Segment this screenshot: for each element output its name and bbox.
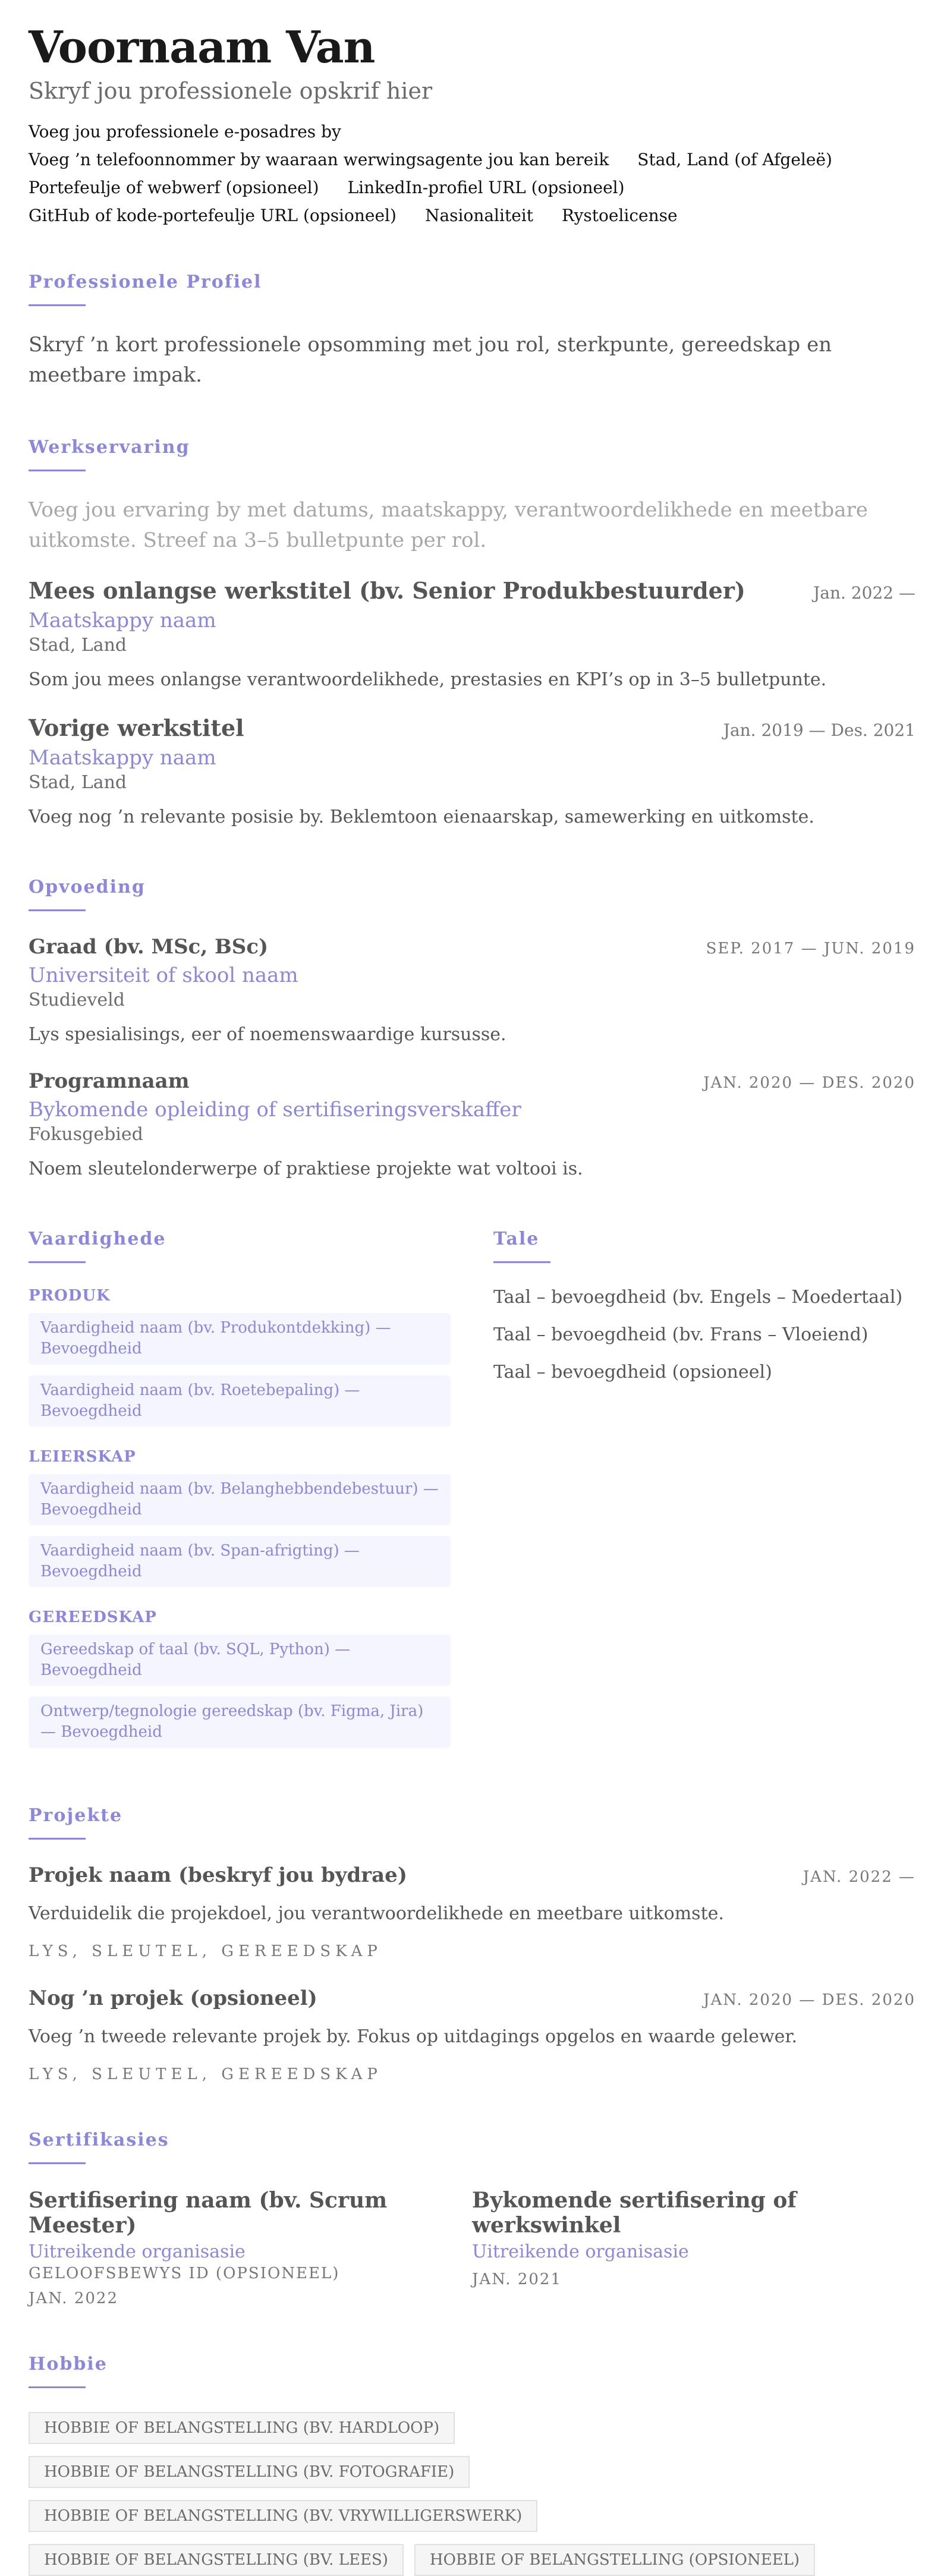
- experience-section: [29, 437, 915, 830]
- contact-email[interactable]: Voeg jou professionele e-posadres by: [29, 122, 341, 142]
- section-title: Tale: [493, 1229, 540, 1250]
- contact-github[interactable]: GitHub of kode-portefeulje URL (opsioneel): [29, 206, 397, 226]
- projects-section: [29, 1805, 915, 2083]
- hobby-tag: HOBBIE OF BELANGSTELLING (BV. HARDLOOP): [29, 2412, 455, 2444]
- hobby-tag: HOBBIE OF BELANGSTELLING (OPSIONEEL): [414, 2544, 815, 2576]
- experience-entry: [29, 577, 915, 693]
- school-name: Universiteit of skool naam: [29, 963, 298, 988]
- contact-linkedin[interactable]: LinkedIn-profiel URL (opsioneel): [347, 178, 625, 198]
- contact-phone[interactable]: Voeg ’n telefoonnommer by waaraan werwingsagente jou kan bereik: [29, 150, 609, 170]
- education-description: Noem sleutelonderwerpe of praktiese projekte wat voltooi is.: [29, 1158, 583, 1180]
- skill-chip: Vaardigheid naam (bv. Roetebepaling) — Bevoegdheid: [29, 1375, 451, 1426]
- hobby-tag: HOBBIE OF BELANGSTELLING (BV. VRYWILLIGERSWERK): [29, 2500, 537, 2532]
- full-name: Voornaam Van: [29, 22, 375, 73]
- certifications-section: [29, 2130, 915, 2307]
- education-entry: [29, 935, 915, 1048]
- field-of-study: Fokusgebied: [29, 1124, 143, 1145]
- education-dates: SEP. 2017 — JUN. 2019: [706, 940, 915, 958]
- hobbies-section: [29, 2354, 915, 2576]
- project-description: Verduidelik die projekdoel, jou verantwoordelikhede en meetbare uitkomste.: [29, 1903, 724, 1924]
- section-title: Opvoeding: [29, 877, 146, 898]
- job-description: Som jou mees onlangse verantwoordelikhede, prestasies en KPI’s op in 3–5 bulletpunte.: [29, 669, 827, 691]
- contact-drivers-license: Rystoelicense: [561, 206, 678, 226]
- project-name: Nog ’n projek (opsioneel): [29, 1986, 317, 2010]
- section-divider: [29, 2386, 86, 2388]
- languages-section: [493, 1229, 915, 1758]
- contact-portfolio[interactable]: Portefeulje of webwerf (opsioneel): [29, 178, 319, 198]
- job-location: Stad, Land: [29, 772, 127, 793]
- skill-chip: Gereedskap of taal (bv. SQL, Python) — Bevoegdheid: [29, 1635, 451, 1686]
- certification-entry: [472, 2188, 915, 2307]
- education-dates: JAN. 2020 — DES. 2020: [703, 1074, 915, 1092]
- experience-intro: Voeg jou ervaring by met datums, maatskappy, verantwoordelikhede en meetbare uitkomste. Streef na 3–5 bulletpunte per rol.: [29, 498, 868, 553]
- skill-category: PRODUK: [29, 1287, 111, 1305]
- resume-header: [29, 24, 915, 225]
- education-section: [29, 877, 915, 1182]
- profile-summary: Skryf ’n kort professionele opsomming met jou rol, sterkpunte, gereedskap en meetbare impak.: [29, 333, 832, 388]
- project-description: Voeg ’n tweede relevante projek by. Fokus op uitdagings opgelos en waarde gelewer.: [29, 2026, 797, 2047]
- skills-section: [29, 1229, 474, 1758]
- project-tags: LYS, SLEUTEL, GEREEDSKAP: [29, 2065, 382, 2083]
- section-title: Projekte: [29, 1805, 123, 1826]
- job-location: Stad, Land: [29, 635, 127, 656]
- certification-name: Sertifisering naam (bv. Scrum Meester): [29, 2187, 388, 2238]
- certifications-row: [29, 2188, 915, 2307]
- language-item: Taal – bevoegdheid (opsioneel): [493, 1362, 772, 1383]
- degree-title: Programnaam: [29, 1069, 190, 1094]
- experience-entry: [29, 714, 915, 830]
- company-name: Maatskappy naam: [29, 746, 216, 770]
- project-entry: [29, 1863, 915, 1960]
- certification-date: JAN. 2022: [29, 2289, 118, 2307]
- contact-nationality: Nasionaliteit: [424, 206, 533, 226]
- profile-section: [29, 272, 915, 391]
- hobby-tag: HOBBIE OF BELANGSTELLING (BV. LEES): [29, 2544, 404, 2576]
- skill-category: LEIERSKAP: [29, 1447, 136, 1466]
- hobby-tag: HOBBIE OF BELANGSTELLING (BV. FOTOGRAFIE): [29, 2456, 470, 2488]
- education-entry: [29, 1069, 915, 1182]
- degree-title: Graad (bv. MSc, BSc): [29, 935, 269, 959]
- project-dates: JAN. 2020 — DES. 2020: [703, 1991, 915, 2009]
- section-divider: [29, 2162, 86, 2164]
- job-dates: Jan. 2019 — Des. 2021: [723, 720, 915, 741]
- section-divider: [29, 909, 86, 911]
- section-divider: [29, 1261, 86, 1263]
- job-title: Vorige werkstitel: [29, 714, 244, 742]
- credential-id: GELOOFSBEWYS ID (OPSIONEEL): [29, 2264, 340, 2282]
- skills-languages-row: [29, 1229, 915, 1758]
- certification-entry: [29, 2188, 472, 2307]
- section-title: Vaardighede: [29, 1229, 166, 1250]
- section-title: Werkservaring: [29, 437, 190, 458]
- contact-location: Stad, Land (of Afgeleë): [637, 150, 832, 170]
- section-title: Sertifikasies: [29, 2129, 169, 2150]
- certification-issuer: Uitreikende organisasie: [472, 2241, 689, 2262]
- certification-date: JAN. 2021: [472, 2270, 562, 2288]
- language-item: Taal – bevoegdheid (bv. Engels – Moedertaal): [493, 1287, 903, 1308]
- project-name: Projek naam (beskryf jou bydrae): [29, 1863, 407, 1887]
- education-description: Lys spesialisings, eer of noemenswaardige kursusse.: [29, 1024, 506, 1045]
- contact-list: [29, 122, 915, 225]
- skill-chip: Vaardigheid naam (bv. Belanghebbendebestuur) — Bevoegdheid: [29, 1474, 451, 1525]
- field-of-study: Studieveld: [29, 990, 125, 1011]
- skill-category: GEREEDSKAP: [29, 1608, 157, 1627]
- certification-name: Bykomende sertifisering of werkswinkel: [472, 2187, 797, 2238]
- language-item: Taal – bevoegdheid (bv. Frans – Vloeiend): [493, 1324, 869, 1346]
- section-divider: [493, 1261, 550, 1263]
- job-title: Mees onlangse werkstitel (bv. Senior Produkbestuurder): [29, 577, 745, 604]
- job-dates: Jan. 2022 —: [813, 583, 915, 603]
- section-divider: [29, 304, 86, 306]
- section-title: Hobbie: [29, 2353, 108, 2375]
- section-divider: [29, 1838, 86, 1840]
- skill-chip: Vaardigheid naam (bv. Produkontdekking) — Bevoegdheid: [29, 1313, 451, 1364]
- section-divider: [29, 470, 86, 471]
- job-description: Voeg nog ’n relevante posisie by. Beklemtoon eienaarskap, samewerking en uitkomste.: [29, 807, 814, 828]
- hobby-list: [29, 2412, 861, 2576]
- company-name: Maatskappy naam: [29, 609, 216, 633]
- professional-headline: Skryf jou professionele opskrif hier: [29, 78, 433, 105]
- skill-chip: Vaardigheid naam (bv. Span-afrigting) — Bevoegdheid: [29, 1536, 451, 1587]
- certification-issuer: Uitreikende organisasie: [29, 2241, 246, 2262]
- section-title: Professionele Profiel: [29, 272, 262, 293]
- project-dates: JAN. 2022 —: [803, 1868, 915, 1886]
- school-name: Bykomende opleiding of sertifiseringsverskaffer: [29, 1098, 521, 1122]
- skill-chip: Ontwerp/tegnologie gereedskap (bv. Figma, Jira) — Bevoegdheid: [29, 1696, 451, 1747]
- project-tags: LYS, SLEUTEL, GEREEDSKAP: [29, 1942, 382, 1960]
- project-entry: [29, 1986, 915, 2083]
